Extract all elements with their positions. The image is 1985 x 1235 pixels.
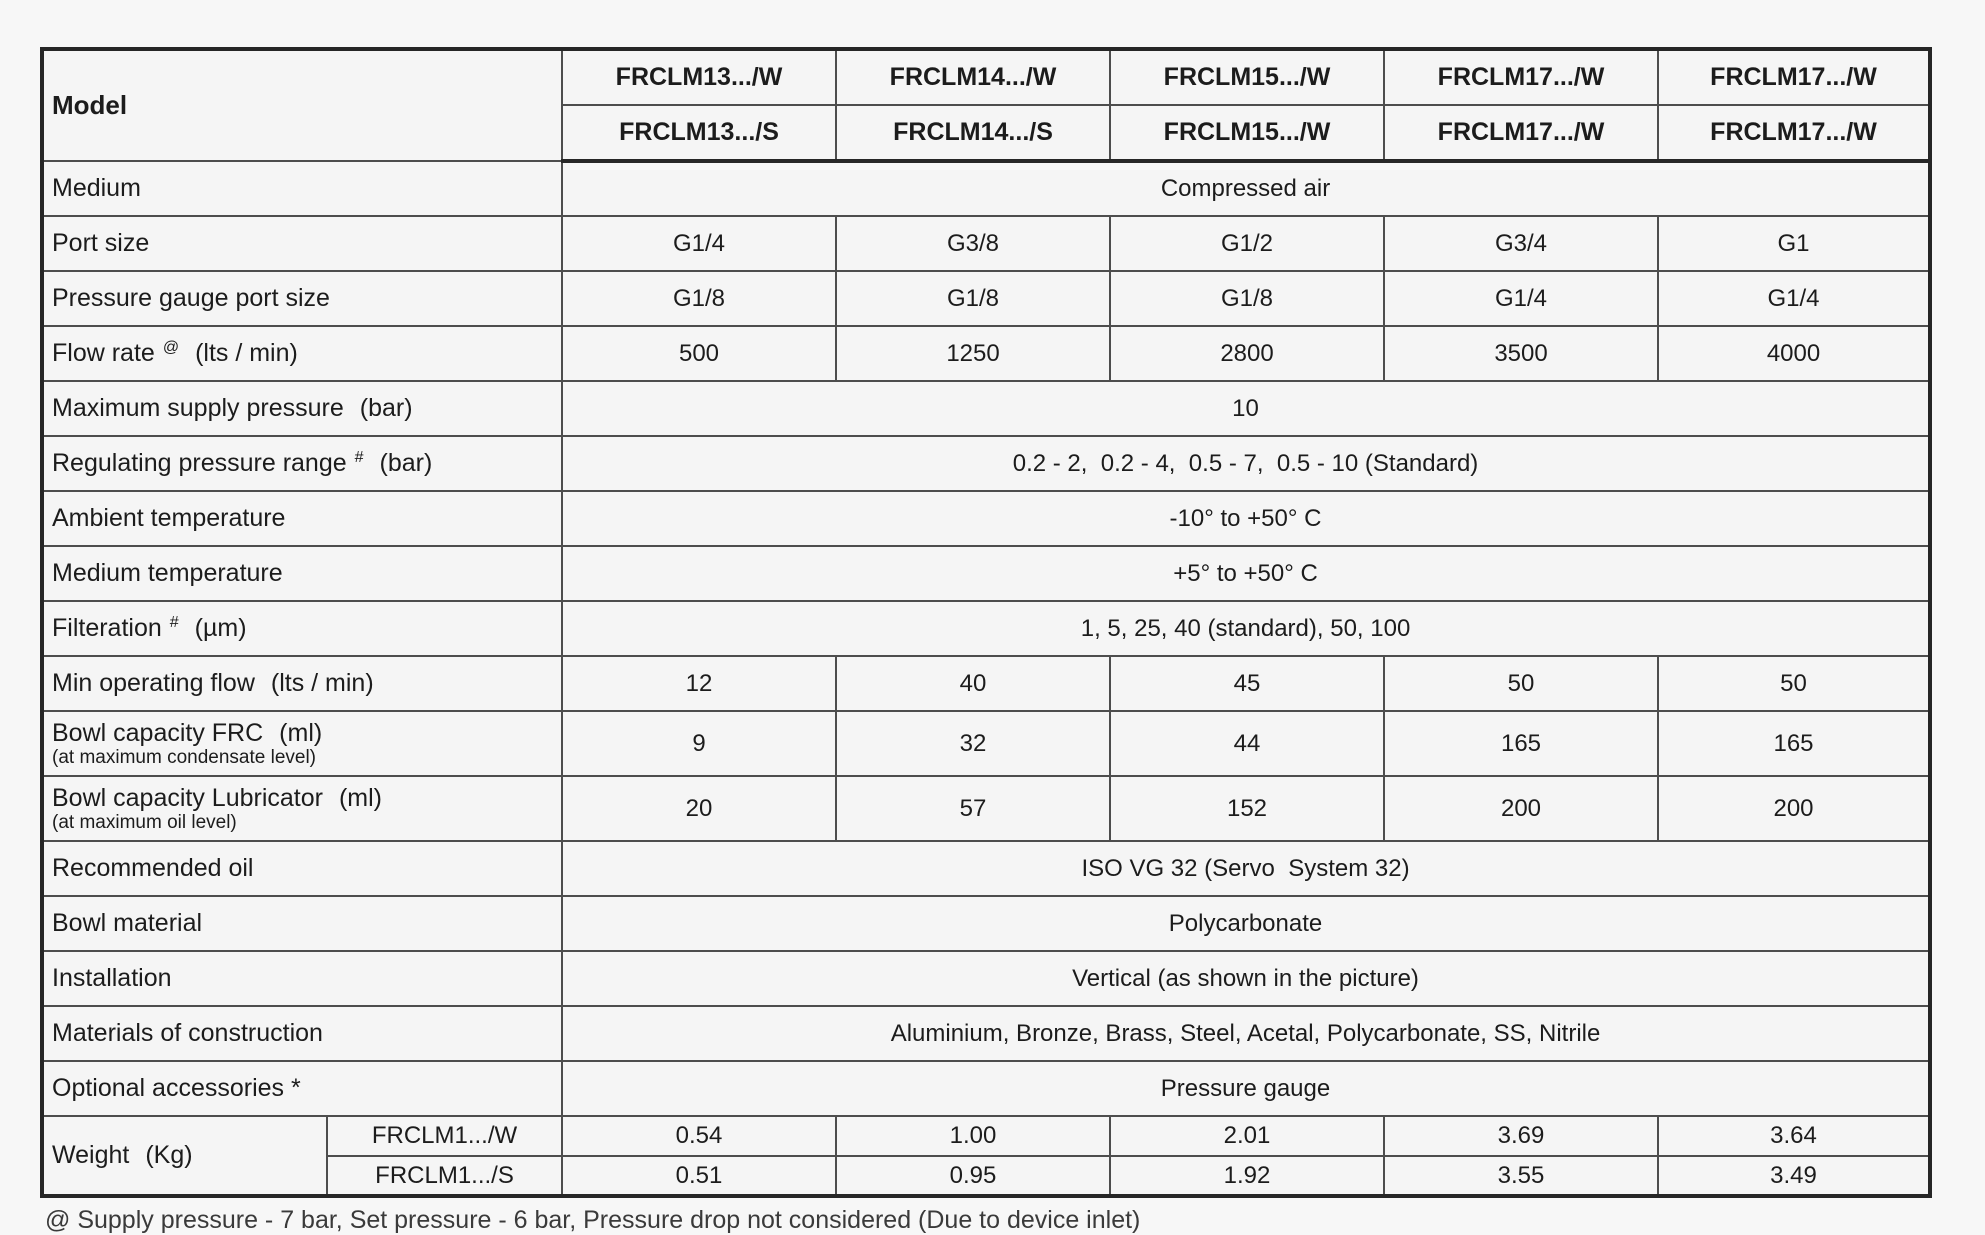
row-gauge-port-size <box>42 271 1930 326</box>
cell-weight-s-3: 1.92 <box>1110 1156 1384 1196</box>
row-label-min-operating-flow <box>42 656 562 711</box>
bowl-frc-note: (at maximum condensate level) <box>52 747 316 769</box>
cell-bowl-lub-1: 20 <box>562 776 836 841</box>
cell-gauge-port-3: G1/8 <box>1110 271 1384 326</box>
row-label-regulating-range <box>42 436 562 491</box>
row-port-size <box>42 216 1930 271</box>
model-col-4-s: FRCLM17.../W <box>1384 105 1658 161</box>
footnote: @ Supply pressure - 7 bar, Set pressure - 6 bar, Pressure drop not considered (Due to device inlet) <box>45 1206 1141 1234</box>
row-label-flow-rate <box>42 326 562 381</box>
value-optional-accessories: Pressure gauge <box>562 1061 1930 1116</box>
weight-label-text: Weight <box>52 1141 130 1170</box>
cell-bowl-lub-5: 200 <box>1658 776 1930 841</box>
row-materials-of-construction <box>42 1006 1930 1061</box>
row-min-operating-flow <box>42 656 1930 711</box>
model-col-2-s: FRCLM14.../S <box>836 105 1110 161</box>
value-regulating-range: 0.2 - 2, 0.2 - 4, 0.5 - 7, 0.5 - 10 (Standard) <box>562 436 1930 491</box>
row-label-ambient-temperature: Ambient temperature <box>42 491 562 546</box>
spec-table <box>40 47 1932 1198</box>
cell-min-flow-4: 50 <box>1384 656 1658 711</box>
value-recommended-oil: ISO VG 32 (Servo System 32) <box>562 841 1930 896</box>
row-label-bowl-capacity-lubricator <box>42 776 562 841</box>
row-bowl-capacity-lubricator <box>42 776 1930 841</box>
cell-weight-w-1: 0.54 <box>562 1116 836 1156</box>
model-col-1-w: FRCLM13.../W <box>562 49 836 105</box>
row-ambient-temperature <box>42 491 1930 546</box>
row-label-max-supply-pressure <box>42 381 562 436</box>
cell-flow-rate-4: 3500 <box>1384 326 1658 381</box>
row-bowl-material <box>42 896 1930 951</box>
filteration-label-text: Filteration <box>52 614 162 643</box>
cell-min-flow-1: 12 <box>562 656 836 711</box>
row-label-materials-of-construction: Materials of construction <box>42 1006 562 1061</box>
cell-flow-rate-1: 500 <box>562 326 836 381</box>
cell-gauge-port-4: G1/4 <box>1384 271 1658 326</box>
weight-submodel-w: FRCLM1.../W <box>327 1116 562 1156</box>
regulating-unit: (bar) <box>379 449 433 478</box>
row-label-medium: Medium <box>42 161 562 216</box>
value-filteration: 1, 5, 25, 40 (standard), 50, 100 <box>562 601 1930 656</box>
row-weight-w <box>42 1116 1930 1156</box>
cell-gauge-port-2: G1/8 <box>836 271 1110 326</box>
bowl-lub-unit: (ml) <box>338 783 382 812</box>
value-bowl-material: Polycarbonate <box>562 896 1930 951</box>
flow-rate-unit: (lts / min) <box>195 339 298 368</box>
row-label-recommended-oil: Recommended oil <box>42 841 562 896</box>
cell-weight-w-5: 3.64 <box>1658 1116 1930 1156</box>
model-col-5-w: FRCLM17.../W <box>1658 49 1930 105</box>
cell-flow-rate-3: 2800 <box>1110 326 1384 381</box>
cell-weight-s-2: 0.95 <box>836 1156 1110 1196</box>
filteration-sup-mark: # <box>169 614 179 632</box>
cell-port-size-5: G1 <box>1658 216 1930 271</box>
row-label-weight <box>42 1116 327 1196</box>
row-recommended-oil <box>42 841 1930 896</box>
model-col-2-w: FRCLM14.../W <box>836 49 1110 105</box>
spec-table-container <box>40 47 1932 1198</box>
bowl-frc-unit: (ml) <box>279 718 323 747</box>
row-label-bowl-capacity-frc <box>42 711 562 776</box>
model-col-3-s: FRCLM15.../W <box>1110 105 1384 161</box>
cell-weight-w-3: 2.01 <box>1110 1116 1384 1156</box>
cell-min-flow-3: 45 <box>1110 656 1384 711</box>
cell-port-size-2: G3/8 <box>836 216 1110 271</box>
row-label-port-size: Port size <box>42 216 562 271</box>
row-installation <box>42 951 1930 1006</box>
flow-rate-label-text: Flow rate <box>52 339 155 368</box>
min-flow-label-text: Min operating flow <box>52 669 255 698</box>
cell-bowl-lub-3: 152 <box>1110 776 1384 841</box>
max-supply-label-text: Maximum supply pressure <box>52 394 344 423</box>
cell-weight-w-4: 3.69 <box>1384 1116 1658 1156</box>
cell-flow-rate-2: 1250 <box>836 326 1110 381</box>
filteration-unit: (µm) <box>194 614 247 643</box>
weight-unit: (Kg) <box>145 1141 193 1170</box>
model-col-5-s: FRCLM17.../W <box>1658 105 1930 161</box>
bowl-lub-label-text: Bowl capacity Lubricator <box>52 783 323 812</box>
header-row-1 <box>42 49 1930 105</box>
cell-bowl-frc-2: 32 <box>836 711 1110 776</box>
row-flow-rate <box>42 326 1930 381</box>
row-max-supply-pressure <box>42 381 1930 436</box>
cell-bowl-lub-2: 57 <box>836 776 1110 841</box>
row-label-bowl-material: Bowl material <box>42 896 562 951</box>
cell-weight-s-1: 0.51 <box>562 1156 836 1196</box>
row-label-medium-temperature: Medium temperature <box>42 546 562 601</box>
value-max-supply-pressure: 10 <box>562 381 1930 436</box>
cell-port-size-3: G1/2 <box>1110 216 1384 271</box>
cell-gauge-port-5: G1/4 <box>1658 271 1930 326</box>
regulating-label-text: Regulating pressure range <box>52 449 347 478</box>
model-col-1-s: FRCLM13.../S <box>562 105 836 161</box>
value-ambient-temperature: -10° to +50° C <box>562 491 1930 546</box>
row-filteration <box>42 601 1930 656</box>
row-label-installation: Installation <box>42 951 562 1006</box>
row-medium-temperature <box>42 546 1930 601</box>
row-regulating-range <box>42 436 1930 491</box>
cell-bowl-frc-3: 44 <box>1110 711 1384 776</box>
value-installation: Vertical (as shown in the picture) <box>562 951 1930 1006</box>
cell-bowl-frc-1: 9 <box>562 711 836 776</box>
min-flow-unit: (lts / min) <box>270 669 374 698</box>
cell-bowl-frc-4: 165 <box>1384 711 1658 776</box>
row-bowl-capacity-frc <box>42 711 1930 776</box>
row-label-filteration <box>42 601 562 656</box>
cell-port-size-4: G3/4 <box>1384 216 1658 271</box>
value-medium-temperature: +5° to +50° C <box>562 546 1930 601</box>
value-materials-of-construction: Aluminium, Bronze, Brass, Steel, Acetal, Polycarbonate, SS, Nitrile <box>562 1006 1930 1061</box>
row-label-optional-accessories: Optional accessories * <box>42 1061 562 1116</box>
cell-min-flow-2: 40 <box>836 656 1110 711</box>
cell-gauge-port-1: G1/8 <box>562 271 836 326</box>
cell-weight-s-5: 3.49 <box>1658 1156 1930 1196</box>
model-col-3-w: FRCLM15.../W <box>1110 49 1384 105</box>
cell-weight-w-2: 1.00 <box>836 1116 1110 1156</box>
model-col-4-w: FRCLM17.../W <box>1384 49 1658 105</box>
value-medium: Compressed air <box>562 161 1930 216</box>
row-optional-accessories <box>42 1061 1930 1116</box>
cell-flow-rate-5: 4000 <box>1658 326 1930 381</box>
cell-weight-s-4: 3.55 <box>1384 1156 1658 1196</box>
row-label-gauge-port-size: Pressure gauge port size <box>42 271 562 326</box>
regulating-sup-mark: # <box>354 449 364 467</box>
model-corner-label: Model <box>42 49 562 161</box>
cell-bowl-lub-4: 200 <box>1384 776 1658 841</box>
row-medium <box>42 161 1930 216</box>
cell-bowl-frc-5: 165 <box>1658 711 1930 776</box>
cell-port-size-1: G1/4 <box>562 216 836 271</box>
flow-rate-sup-mark: @ <box>162 339 180 357</box>
weight-submodel-s: FRCLM1.../S <box>327 1156 562 1196</box>
cell-min-flow-5: 50 <box>1658 656 1930 711</box>
bowl-frc-label-text: Bowl capacity FRC <box>52 718 264 747</box>
max-supply-unit: (bar) <box>359 394 413 423</box>
bowl-lub-note: (at maximum oil level) <box>52 812 237 834</box>
